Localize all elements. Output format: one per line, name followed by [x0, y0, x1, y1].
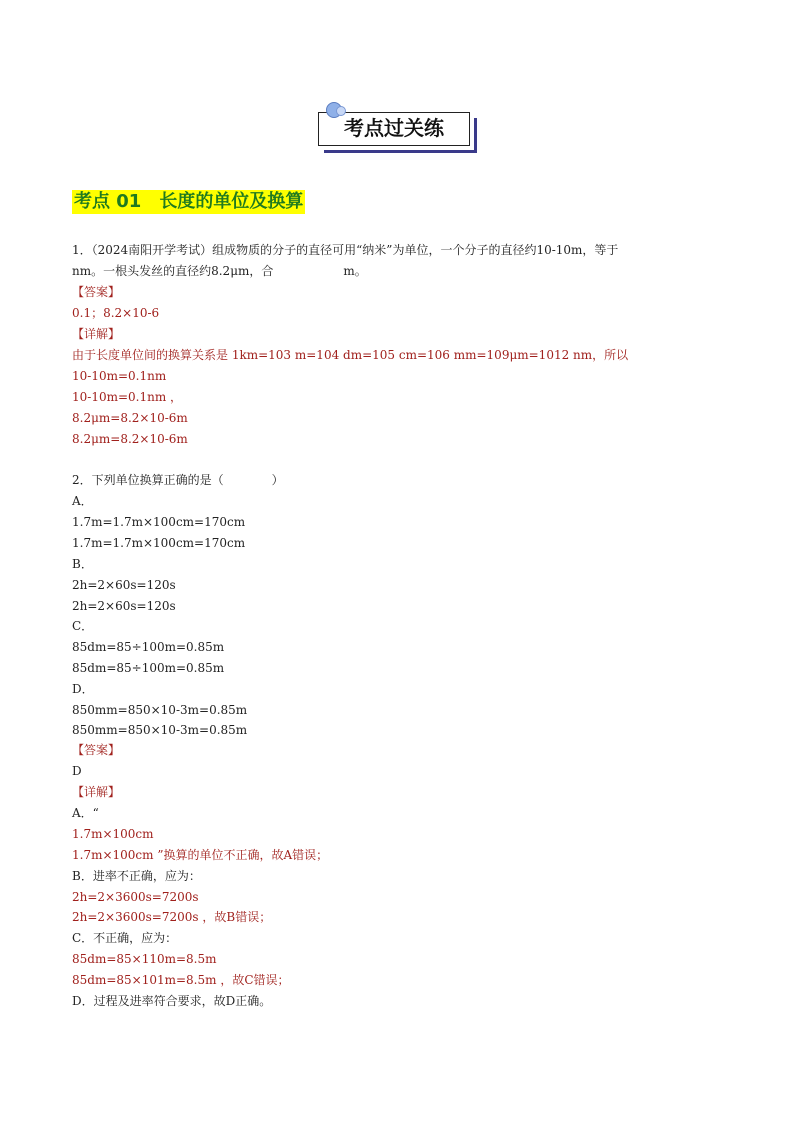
q2-detail-tag: 【详解】	[72, 785, 121, 799]
banner-title: 考点过关练	[344, 116, 444, 140]
option-label: A．	[72, 494, 93, 508]
q1-stem-line2	[72, 261, 367, 281]
q1-detail-line: 10-10m=0.1nm	[72, 369, 167, 383]
q2-answer-tag: 【答案】	[72, 743, 121, 757]
section-number: 考点 01	[74, 191, 142, 212]
q1-detail-line: 10-10m=0.1nm ，	[72, 390, 183, 404]
q1-detail-tag: 【详解】	[72, 327, 121, 341]
q1-detail-line: 8.2μm=8.2×10-6m	[72, 432, 188, 446]
option-line: 2h=2×60s=120s	[72, 599, 176, 613]
q2-detail-line: C．不正确，应为：	[72, 931, 178, 945]
q2-detail-line: 85dm=85×101m=8.5m ，故C错误；	[72, 973, 290, 987]
option-line: 1.7m=1.7m×100cm=170cm	[72, 536, 246, 550]
q2-detail-line: A．“	[72, 806, 99, 820]
q2-stem-a: 2．下列单位换算正确的是（	[72, 473, 224, 487]
option-line: 850mm=850×10-3m=0.85m	[72, 703, 248, 717]
q1-answer-tag: 【答案】	[72, 285, 121, 299]
q1-answer: 0.1；8.2×10-6	[72, 306, 160, 320]
q2-answer: D	[72, 764, 82, 778]
option-line: 2h=2×60s=120s	[72, 578, 176, 592]
q2-stem	[72, 470, 284, 490]
option-line: 85dm=85÷100m=0.85m	[72, 661, 225, 675]
q1-stem-line1: 1．（2024南阳开学考试）组成物质的分子的直径可用“纳米”为单位，一个分子的直径约10-10m，等于	[72, 243, 619, 257]
q2-detail-line: B．进率不正确，应为：	[72, 869, 201, 883]
q2-detail-line: 2h=2×3600s=7200s	[72, 890, 199, 904]
section-heading	[72, 190, 305, 214]
option-line: 850mm=850×10-3m=0.85m	[72, 723, 248, 737]
title-banner	[318, 108, 474, 148]
q2-detail-line: 85dm=85×110m=8.5m	[72, 952, 217, 966]
section-title: 长度的单位及换算	[159, 191, 304, 212]
option-label: B．	[72, 557, 93, 571]
option-label: D．	[72, 682, 94, 696]
q1-stem-line2-b: m。	[343, 264, 367, 278]
q2-detail-line: 1.7m×100cm	[72, 827, 154, 841]
q2-stem-b: ）	[271, 473, 284, 487]
option-line: 85dm=85÷100m=0.85m	[72, 640, 225, 654]
q1-stem-line2-a: nm。一根头发丝的直径约8.2μm，合	[72, 264, 274, 278]
option-line: 1.7m=1.7m×100cm=170cm	[72, 515, 246, 529]
q2-detail-line: 2h=2×3600s=7200s ，故B错误；	[72, 910, 272, 924]
q2-detail-line: D．过程及进率符合要求，故D正确。	[72, 994, 272, 1008]
q2-detail-line: 1.7m×100cm ”换算的单位不正确，故A错误；	[72, 848, 329, 862]
q1-detail-intro: 由于长度单位间的换算关系是 1km=103 m=104 dm=105 cm=106 mm=109μm=1012 nm，所以	[72, 348, 629, 362]
q1-detail-line: 8.2μm=8.2×10-6m	[72, 411, 188, 425]
option-label: C．	[72, 619, 94, 633]
